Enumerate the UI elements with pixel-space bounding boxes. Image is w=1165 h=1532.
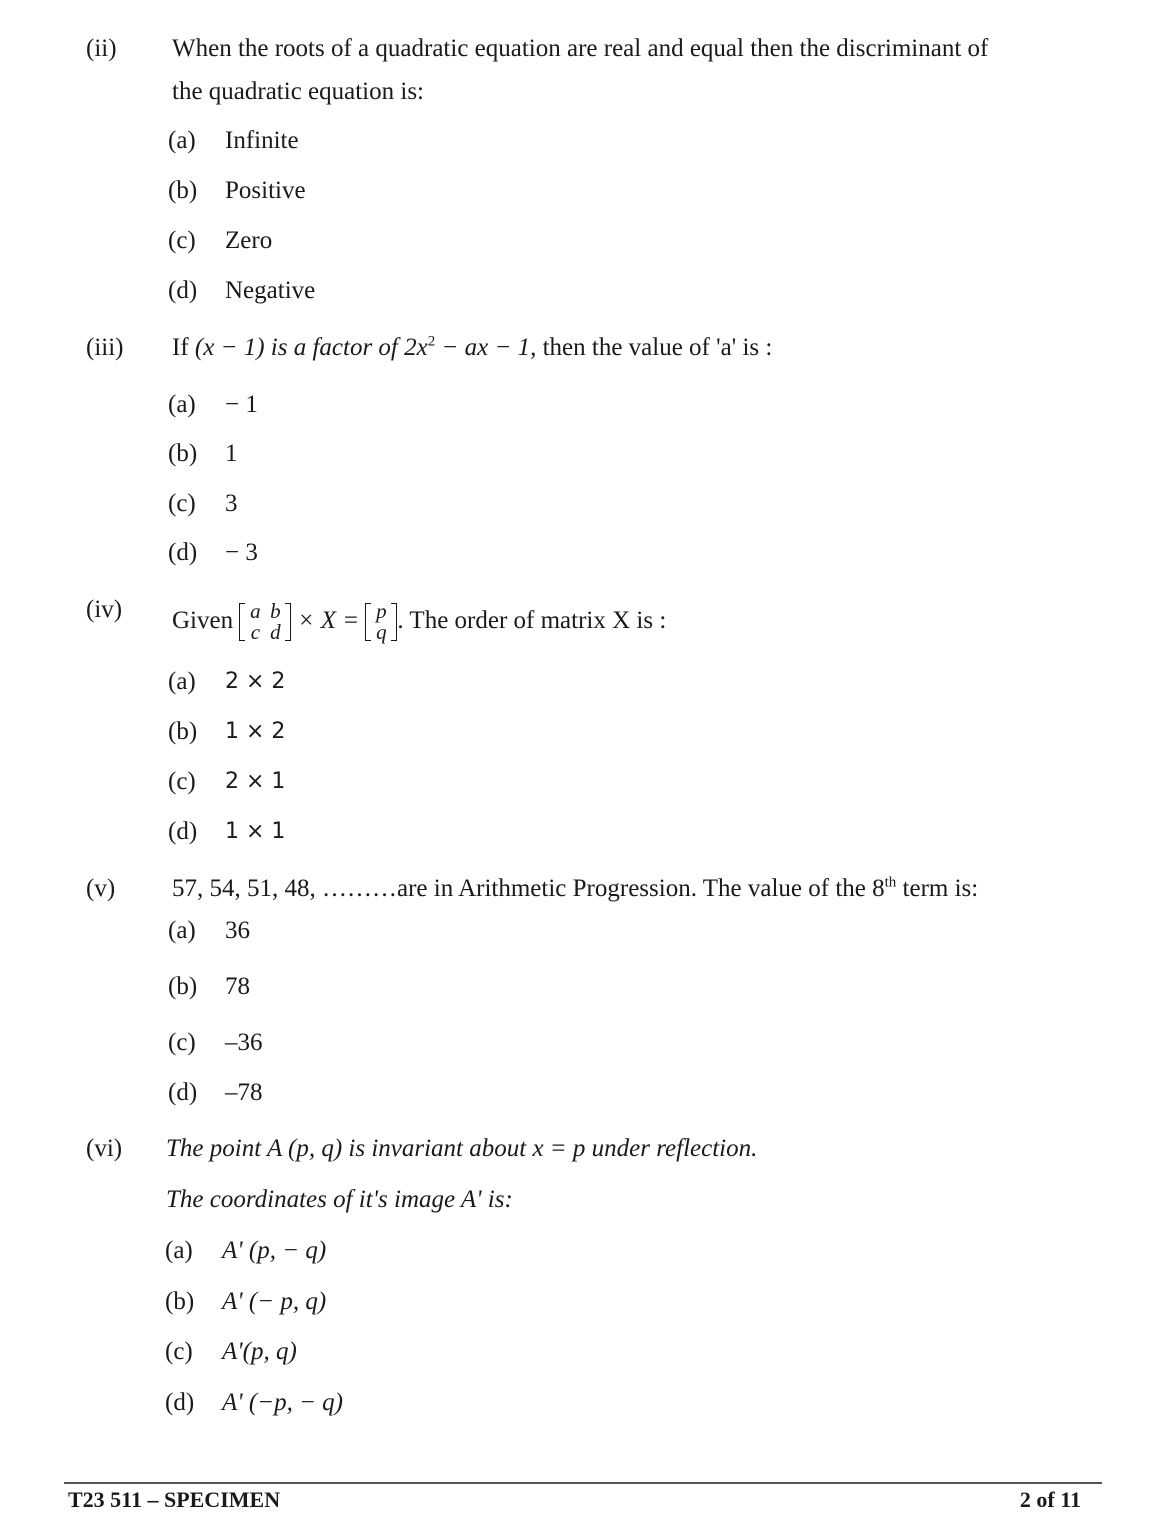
footer-divider: [64, 1482, 1102, 1484]
matrix-cell: c: [250, 620, 261, 645]
matrix-cell: a: [250, 599, 261, 624]
option-text: 2 × 2: [225, 669, 286, 694]
option-text: Positive: [225, 177, 306, 204]
option-label: (c): [168, 490, 196, 517]
matrix-b: [365, 601, 397, 643]
option-text: 2 × 1: [225, 769, 286, 794]
stem-math: (x − 1): [194, 334, 265, 361]
option-label: (a): [168, 391, 196, 418]
stem-main: 57, 54, 51, 48, ………are in Arithmetic Progression. The value of the 8: [172, 875, 885, 902]
stem-sup: th: [884, 874, 897, 891]
option-label: (b): [168, 718, 198, 745]
question-number: (ii): [86, 35, 117, 62]
option-text: A' (−p, − q): [222, 1389, 344, 1416]
option-text: Zero: [225, 227, 273, 254]
matrix-a: [239, 601, 291, 643]
option-label: (c): [168, 227, 196, 254]
option-label: (c): [168, 768, 196, 795]
option-label: (b): [165, 1288, 195, 1315]
page-number: 2 of 11: [1019, 1487, 1081, 1512]
option-label: (b): [168, 177, 198, 204]
stem-poly-rest: − ax − 1,: [435, 334, 537, 361]
stem-suffix: . The order of matrix X is :: [397, 607, 667, 634]
question-number: (v): [86, 875, 116, 902]
option-text: A' (− p, q): [222, 1288, 327, 1315]
option-label: (d): [168, 277, 198, 304]
option-label: (a): [165, 1237, 193, 1264]
question-stem-line1: The point A (p, q) is invariant about x = p under reflection.: [166, 1135, 758, 1162]
question-stem-line2: The coordinates of it's image A' is:: [166, 1186, 513, 1213]
option-label: (d): [168, 539, 198, 566]
stem-suffix: then the value of 'a' is :: [536, 334, 773, 361]
question-number: (vi): [86, 1135, 123, 1162]
option-text: 36: [225, 917, 250, 944]
option-label: (a): [168, 668, 196, 695]
stem-end: term is:: [896, 875, 979, 902]
option-text: 1 × 1: [225, 819, 286, 844]
option-text: –36: [225, 1029, 263, 1056]
question-stem: [172, 333, 772, 363]
matrix-cell: d: [270, 620, 281, 645]
option-text: –78: [225, 1079, 263, 1106]
stem-times: × X =: [297, 607, 360, 634]
option-text: Infinite: [225, 127, 299, 154]
option-label: (d): [168, 818, 198, 845]
option-label: (c): [165, 1338, 193, 1365]
option-label: (b): [168, 440, 198, 467]
option-label: (a): [168, 127, 196, 154]
option-label: (b): [168, 973, 198, 1000]
option-label: (d): [168, 1079, 198, 1106]
stem-poly: 2x: [404, 334, 428, 361]
option-label: (c): [168, 1029, 196, 1056]
option-text: − 3: [225, 539, 258, 566]
matrix-cell: p: [376, 599, 387, 624]
stem-prefix: Given: [172, 607, 234, 634]
option-text: 1 × 2: [225, 719, 286, 744]
question-stem-line2: the quadratic equation is:: [172, 78, 425, 105]
paper-code: T23 511 – SPECIMEN: [68, 1487, 281, 1512]
option-text: 78: [225, 973, 250, 1000]
stem-mid: is a factor of: [264, 334, 405, 361]
stem-prefix: If: [172, 334, 189, 361]
option-text: Negative: [225, 277, 316, 304]
question-stem: [172, 874, 978, 904]
question-number: (iv): [86, 596, 123, 623]
option-label: (d): [165, 1389, 195, 1416]
option-text: 3: [225, 490, 238, 517]
question-number: (iii): [86, 334, 124, 361]
option-label: (a): [168, 917, 196, 944]
option-text: 1: [225, 440, 238, 467]
question-stem-line1: When the roots of a quadratic equation are real and equal then the discriminant of: [172, 35, 989, 62]
matrix-cell: q: [376, 620, 387, 645]
option-text: A' (p, − q): [222, 1237, 327, 1264]
question-stem: [172, 598, 666, 644]
stem-exponent: 2: [427, 333, 436, 350]
option-text: − 1: [225, 391, 258, 418]
matrix-cell: b: [270, 599, 281, 624]
option-text: A'(p, q): [222, 1338, 297, 1365]
